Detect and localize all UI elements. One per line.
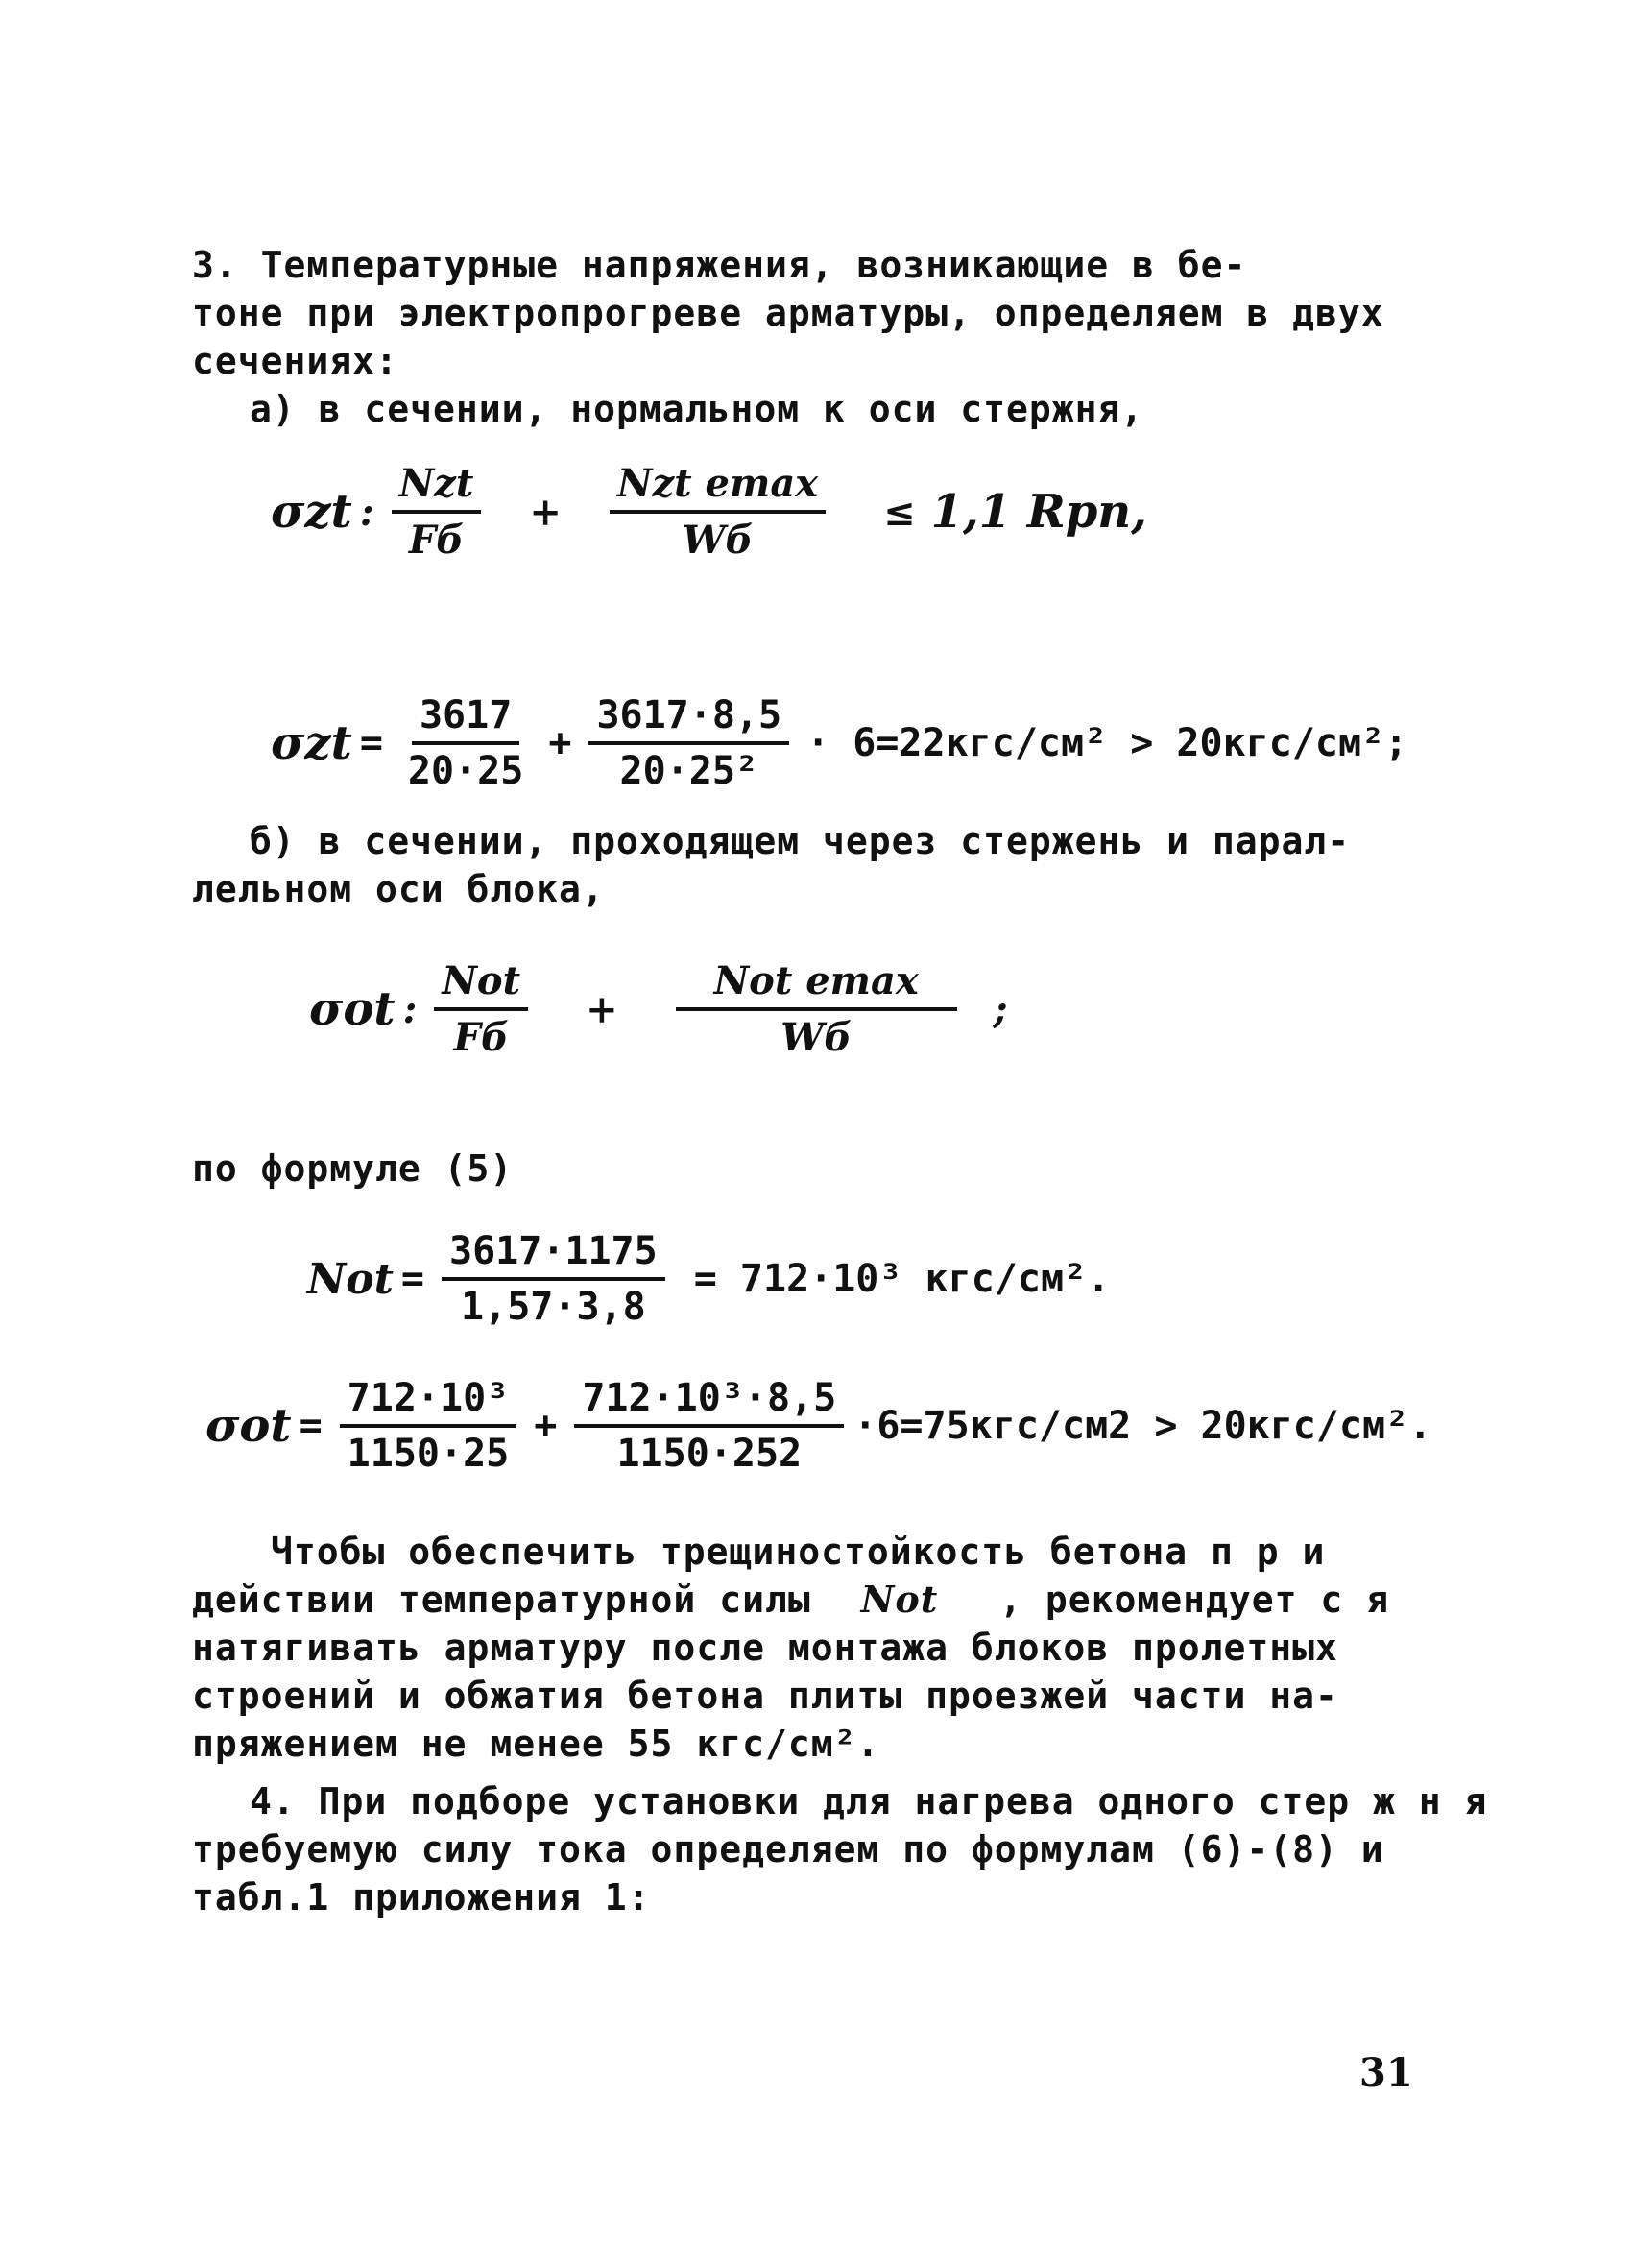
calc2-den: 1,57·3,8: [461, 1285, 646, 1329]
section3-line2: тоне при электропрогреве арматуры, определяем в двух: [192, 292, 1384, 334]
calc2-num: 3617·1175: [442, 1229, 665, 1281]
formula1-term2-den: Wб: [682, 518, 754, 563]
calc1-f1-den: 20·25: [407, 749, 524, 793]
paragraph-line2a: действии температурной силы: [192, 1579, 811, 1621]
by-formula-text: по формуле (5): [192, 1147, 514, 1190]
calc3-tail: ·6=75кгс/см2 > 20кгс/см².: [853, 1404, 1432, 1448]
paragraph-line3: натягивать арматуру после монтажа блоков пролетных: [192, 1627, 1338, 1669]
section4-line1: 4. При подборе установки для нагрева одного стер ж н я: [250, 1780, 1488, 1822]
calc3-f1-den: 1150·25: [347, 1432, 510, 1476]
formula1-term1-num: Nzt: [392, 461, 482, 514]
calc1-fraction1: [400, 693, 531, 793]
formula1-fraction1: [392, 461, 482, 563]
paragraph-not-symbol: Not: [860, 1578, 939, 1621]
calc3-f2-num: 712·10³·8,5: [574, 1376, 844, 1428]
section3-line1: 3. Температурные напряжения, возникающие в бе-: [192, 244, 1247, 286]
section4-line2: требуемую силу тока определяем по формулам (6)-(8) и: [192, 1828, 1384, 1870]
formula2-end: ;: [993, 986, 1008, 1032]
calc1-f2-num: 3617·8,5: [588, 693, 789, 745]
formula1-plus: +: [529, 489, 562, 535]
formula2-term2-num: Not emax: [676, 958, 957, 1011]
formula2-term1-den: Fб: [453, 1015, 509, 1060]
item-b-line2: лельном оси блока,: [192, 868, 605, 910]
calc1-f2-den: 20·25²: [619, 749, 759, 793]
calc-sigma-ot: [205, 1376, 1439, 1476]
calc-sigma-zt: [271, 693, 1415, 793]
calc3-eq: =: [299, 1404, 323, 1448]
formula-sigma-zt: [271, 461, 1155, 563]
calc1-fraction2: [588, 693, 789, 793]
formula1-rhs: 1,1 Rpn,: [930, 485, 1147, 539]
formula1-rel: ≤: [883, 489, 916, 535]
calc3-f1-num: 712·10³: [340, 1376, 517, 1428]
paragraph-line4: строений и обжатия бетона плиты проезжей части на-: [192, 1675, 1338, 1717]
formula1-term2-num: Nzt emax: [610, 461, 826, 514]
calc2-lhs: Not: [307, 1254, 394, 1304]
paragraph-line1: Чтобы обеспечить трещиностойкость бетона п р и: [271, 1531, 1326, 1573]
page-number: 31: [1359, 2050, 1413, 2095]
section4-line3: табл.1 приложения 1:: [192, 1876, 651, 1918]
formula2-term2-den: Wб: [780, 1015, 853, 1060]
calc2-tail: = 712·10³ кгс/см².: [693, 1257, 1111, 1301]
formula2-fraction2: [676, 958, 957, 1060]
calc-not: [307, 1229, 1117, 1329]
paragraph-line2b: , рекомендует с я: [999, 1579, 1390, 1621]
formula1-lhs: σzt: [271, 485, 352, 539]
formula2-plus: +: [586, 986, 618, 1032]
section3-item-a: а) в сечении, нормальном к оси стержня,: [250, 388, 1144, 430]
paragraph-line5: пряжением не менее 55 кгс/см².: [192, 1723, 880, 1765]
calc3-lhs: σot: [205, 1399, 292, 1453]
formula2-fraction1: [434, 958, 528, 1060]
calc1-tail: · 6=22кгс/см² > 20кгс/см²;: [806, 721, 1408, 765]
calc3-fraction1: [340, 1376, 517, 1476]
calc3-plus: +: [534, 1404, 558, 1448]
formula2-term1-num: Not: [434, 958, 528, 1011]
formula-sigma-ot: [309, 958, 1016, 1060]
formula1-eq: :: [359, 489, 374, 535]
paragraph-line2: [192, 1577, 1389, 1623]
calc3-f2-den: 1150·252: [616, 1432, 803, 1476]
calc2-fraction: [442, 1229, 665, 1329]
calc1-f1-num: 3617: [412, 693, 519, 745]
calc3-fraction2: [574, 1376, 844, 1476]
calc1-lhs: σzt: [271, 716, 352, 770]
calc1-eq: =: [359, 721, 383, 765]
formula1-term1-den: Fб: [408, 518, 465, 563]
calc1-plus: +: [548, 721, 572, 765]
formula2-lhs: σot: [309, 982, 396, 1036]
item-b-line1: б) в сечении, проходящем через стержень и парал-: [250, 820, 1351, 862]
calc2-eq: =: [400, 1257, 424, 1301]
formula1-fraction2: [610, 461, 826, 563]
formula2-eq: :: [402, 986, 418, 1032]
section3-line3: сечениях:: [192, 340, 398, 382]
